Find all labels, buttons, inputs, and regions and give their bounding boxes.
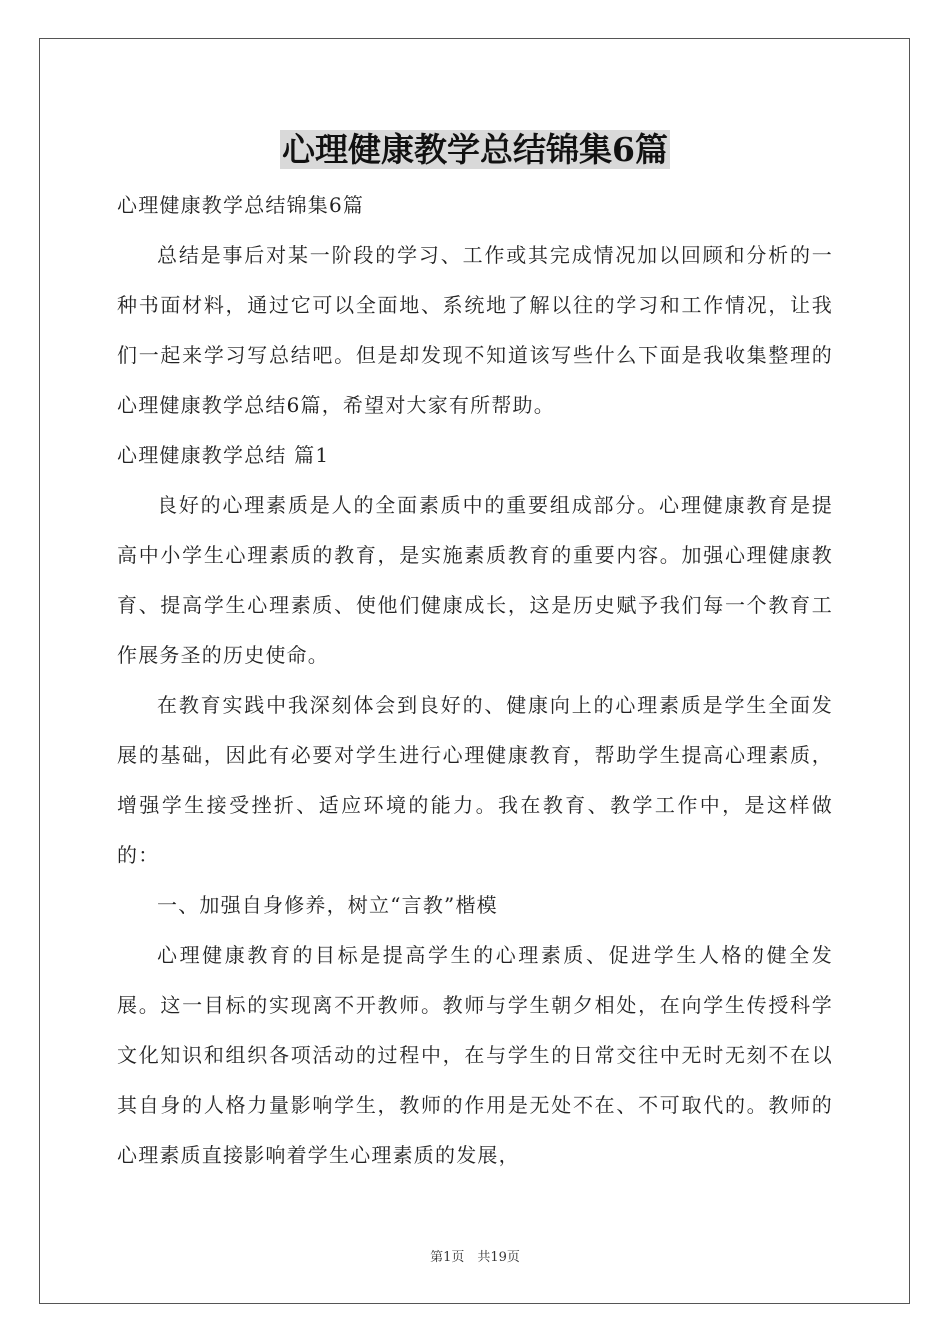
body-paragraph: 在教育实践中我深刻体会到良好的、健康向上的心理素质是学生全面发展的基础，因此有必要对学生进行心理健康教育，帮助学生提高心理素质，增强学生接受挫折、适应环境的能力。我在教育、教学工作中，是这样做的：	[117, 693, 833, 867]
subheading-paragraph: 一、加强自身修养，树立“言教”楷模	[157, 893, 498, 917]
body-paragraph: 良好的心理素质是人的全面素质中的重要组成部分。心理健康教育是提高中小学生心理素质的教育，是实施素质教育的重要内容。加强心理健康教育、提高学生心理素质、使他们健康成长，这是历史赋予我们每一个教育工作展务圣的历史使命。	[117, 493, 833, 667]
document-subtitle: 心理健康教学总结锦集6篇	[117, 193, 365, 217]
page-footer: 第1页 共19页	[430, 1250, 520, 1265]
document-title-text: 心理健康教学总结锦集6篇	[282, 130, 668, 169]
body-paragraph: 心理健康教育的目标是提高学生的心理素质、促进学生人格的健全发展。这一目标的实现离不开教师。教师与学生朝夕相处，在向学生传授科学文化知识和组织各项活动的过程中，在与学生的日常交往中无时无刻不在以其自身的人格力量影响学生，教师的作用是无处不在、不可取代的。教师的心理素质直接影响着学生心理素质的发展，	[117, 943, 833, 1167]
document-title	[117, 128, 833, 172]
section-heading: 心理健康教学总结 篇1	[117, 443, 330, 467]
intro-paragraph: 总结是事后对某一阶段的学习、工作或其完成情况加以回顾和分析的一种书面材料，通过它可以全面地、系统地了解以往的学习和工作情况，让我们一起来学习写总结吧。但是却发现不知道该写些什么下面是我收集整理的心理健康教学总结6篇，希望对大家有所帮助。	[117, 243, 833, 417]
document-body	[117, 128, 833, 1180]
